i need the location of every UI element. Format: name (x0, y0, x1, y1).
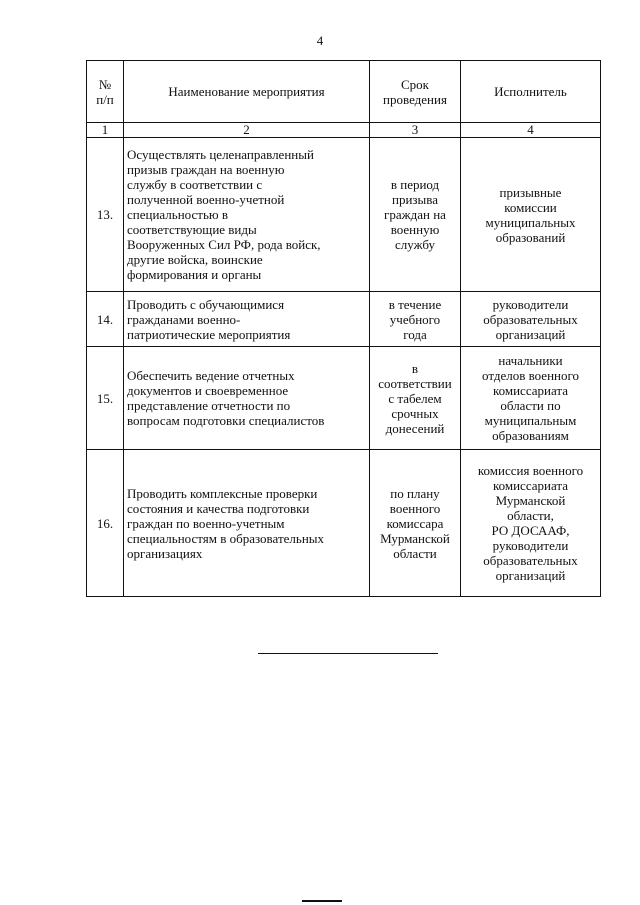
event-executor: начальники отделов военного комиссариата области по муниципальным образованиям (461, 347, 601, 450)
column-number: 4 (461, 123, 601, 138)
event-executor: руководители образовательных организаций (461, 292, 601, 347)
page-number: 4 (316, 33, 324, 48)
header-event-name: Наименование мероприятия (124, 61, 370, 123)
row-number: 14. (87, 292, 124, 347)
event-name: Обеспечить ведение отчетных документов и своевременное представление отчетности по вопросам подготовки специалистов (124, 347, 370, 450)
table-header-row (87, 61, 601, 123)
row-number: 16. (87, 450, 124, 597)
row-number: 13. (87, 138, 124, 292)
column-number: 3 (370, 123, 461, 138)
header-executor: Исполнитель (461, 61, 601, 123)
table-row (87, 450, 601, 597)
event-name: Проводить комплексные проверки состояния и качества подготовки граждан по военно-учетным специальностям в образовательных организациях (124, 450, 370, 597)
table-row (87, 138, 601, 292)
event-term: в течение учебного года (370, 292, 461, 347)
events-table (86, 60, 601, 597)
event-term: в период призыва граждан на военную службу (370, 138, 461, 292)
table-row (87, 292, 601, 347)
header-number: № п/п (87, 61, 124, 123)
event-executor: призывные комиссии муниципальных образований (461, 138, 601, 292)
header-term: Срок проведения (370, 61, 461, 123)
table-row (87, 347, 601, 450)
column-number: 1 (87, 123, 124, 138)
event-executor: комиссия военного комиссариата Мурманской области, РО ДОСААФ, руководители образовательных организаций (461, 450, 601, 597)
row-number: 15. (87, 347, 124, 450)
end-of-document-rule (258, 653, 438, 654)
column-number-row (87, 123, 601, 138)
event-name: Проводить с обучающимися гражданами военно- патриотические мероприятия (124, 292, 370, 347)
footer-mark (302, 900, 342, 902)
event-name: Осуществлять целенаправленный призыв граждан на военную службу в соответствии с полученной военно-учетной специальностью в соответствующие виды Вооруженных Сил РФ, рода войск, другие войска, воинские формирования и органы (124, 138, 370, 292)
column-number: 2 (124, 123, 370, 138)
event-term: по плану военного комиссара Мурманской области (370, 450, 461, 597)
event-term: в соответствии с табелем срочных донесений (370, 347, 461, 450)
